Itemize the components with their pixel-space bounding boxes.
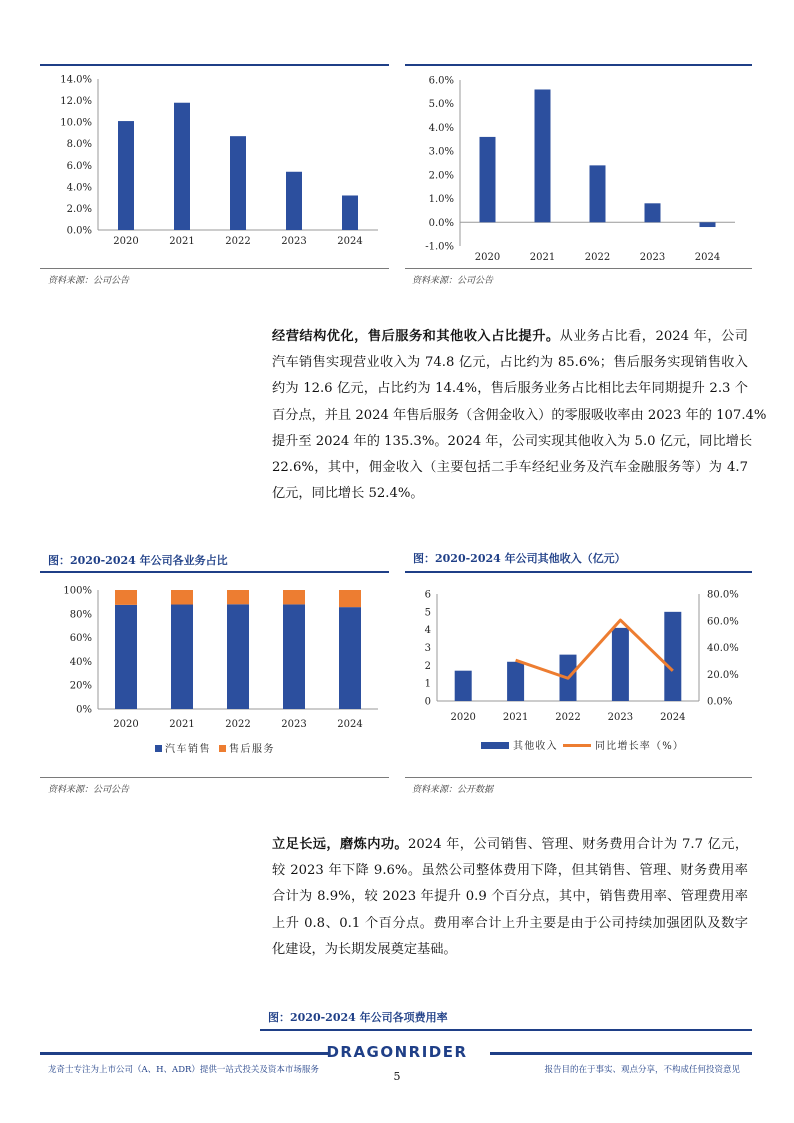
chart2-xtick-label: 2023 [639, 252, 666, 263]
chart3-legend-label-car-sales: 汽车销售 [165, 744, 211, 755]
para1-bold-lead: 经营结构优化，售后服务和其他收入占比提升。 [272, 329, 560, 344]
chart1-ytick-label: 10.0% [60, 117, 92, 129]
chart2-bar [535, 89, 551, 222]
chart4-xtick-label: 2024 [660, 712, 686, 723]
para2-bold-lead: 立足长远，磨炼内功。 [272, 837, 409, 852]
chart4-ytick-left-label: 2 [424, 660, 431, 672]
chart1-xtick-label: 2023 [281, 236, 307, 247]
chart4-top-rule [405, 571, 752, 573]
chart1-ytick-label: 4.0% [66, 182, 92, 194]
para1-line-6: 22.6%，其中，佣金收入（主要包括二手车经纪业务及汽车金融服务等）为 4.7 [272, 460, 748, 476]
chart1-xtick-label: 2022 [225, 236, 251, 247]
chart3-xtick-label: 2024 [337, 719, 363, 730]
chart2-ytick-label: 0.0% [428, 217, 454, 229]
paragraph-business-structure [272, 324, 767, 507]
chart3-ytick-label: 80% [69, 609, 92, 621]
chart2-xtick-label: 2022 [584, 252, 611, 263]
chart4-ytick-left-label: 4 [424, 625, 431, 637]
chart2-xtick-label: 2021 [529, 252, 556, 263]
chart3-xtick-label: 2020 [113, 719, 139, 730]
chart3-bar-after-sales [283, 590, 305, 604]
chart1-xtick-label: 2020 [113, 236, 139, 247]
chart2-bar [645, 203, 661, 222]
chart3-source: 资料来源：公司公告 [48, 785, 130, 795]
paragraph-expenses [272, 832, 748, 963]
chart4-ytick-right-label: 60.0% [707, 616, 739, 628]
chart2-bar [590, 165, 606, 222]
para2-line-5: 化建设，为长期发展奠定基础。 [272, 941, 457, 957]
para1-line-5: 提升至 2024 年的 135.3%。2024 年，公司实现其他收入为 5.0 亿元，同比增长 [272, 433, 753, 449]
chart1-ytick-label: 8.0% [66, 139, 92, 151]
chart2-xtick-label: 2020 [474, 252, 501, 263]
chart3-xtick-label: 2022 [225, 719, 251, 730]
chart3-top-rule [40, 571, 389, 573]
chart1-ytick-label: 2.0% [66, 203, 92, 215]
chart4-bar-other-income [664, 612, 681, 701]
chart2-source: 资料来源：公司公告 [412, 276, 494, 286]
chart3-ytick-label: 100% [63, 585, 92, 597]
para1-line-1: 经营结构优化，售后服务和其他收入占比提升。从业务占比看，2024 年，公司 [272, 329, 748, 344]
footer-left-text: 龙奇士专注为上市公司（A、H、ADR）提供一站式投关及资本市场服务 [48, 1065, 319, 1075]
para2-line-2: 较 2023 年下降 9.6%。虽然公司整体费用下降，但其销售、管理、财务费用率 [272, 863, 748, 879]
chart4-bar-other-income [455, 671, 472, 701]
chart2-svg [405, 66, 752, 266]
chart4-ytick-left-label: 6 [424, 589, 431, 601]
chart1-bar [230, 136, 246, 230]
chart3-bar-car-sales [227, 604, 249, 709]
chart4-ytick-left-label: 5 [424, 607, 431, 619]
chart3-bar-after-sales [227, 590, 249, 604]
chart1-bar [286, 172, 302, 230]
chart2-ytick-label: 3.0% [428, 146, 454, 158]
chart3-plot [63, 586, 378, 756]
chart4-bottom-rule [405, 777, 752, 778]
chart2-ytick-label: 2.0% [428, 170, 454, 182]
chart2-bar [700, 222, 716, 227]
para1-line-7: 亿元，同比增长 52.4%。 [272, 486, 424, 502]
chart1-bar [174, 103, 190, 230]
chart4-ytick-left-label: 0 [424, 696, 431, 708]
chart3-ytick-label: 0% [76, 704, 92, 716]
chart3-legend-label-after-sales: 售后服务 [229, 744, 275, 755]
para2-line-1: 立足长远，磨炼内功。2024 年，公司销售、管理、财务费用合计为 7.7 亿元， [272, 837, 749, 852]
chart1-ytick-label: 0.0% [66, 225, 92, 237]
chart4-caption: 图：2020-2024 年公司其他收入（亿元） [413, 552, 626, 565]
chart3-ytick-label: 60% [69, 633, 92, 645]
chart3-svg [40, 574, 389, 774]
chart3-bar-car-sales [171, 605, 193, 709]
chart4-plot [425, 590, 739, 753]
chart1-xtick-label: 2024 [337, 236, 363, 247]
chart4-ytick-left-label: 1 [424, 678, 431, 690]
chart1-bottom-rule [40, 268, 389, 269]
chart2-ytick-label: 4.0% [428, 122, 454, 134]
chart3-legend-swatch-car-sales [155, 745, 162, 752]
chart4-line-yoy-growth [516, 620, 673, 678]
para1-line-4: 百分点，并且 2024 年售后服务（含佣金收入）的零服吸收率由 2023 年的 107.4% [272, 407, 767, 423]
chart4-bar-other-income [507, 662, 524, 701]
chart3-bar-after-sales [115, 590, 137, 605]
footer-brand-logo: DRAGONRIDER [326, 1043, 468, 1061]
chart4-xtick-label: 2022 [555, 712, 581, 723]
chart2-ytick-label: 6.0% [428, 75, 454, 87]
chart4-svg [405, 574, 752, 774]
chart2-ytick-label: -1.0% [425, 241, 454, 253]
chart1-bar [342, 195, 358, 230]
chart3-bottom-rule [40, 777, 389, 778]
chart4-xtick-label: 2020 [450, 712, 476, 723]
chart2-bar [480, 137, 496, 222]
chart3-bar-after-sales [171, 590, 193, 605]
chart3-ytick-label: 20% [69, 680, 92, 692]
para1-line-3: 约为 12.6 亿元，占比约为 14.4%，售后服务业务占比相比去年同期提升 2.3 个 [272, 381, 748, 397]
page-number: 5 [393, 1070, 401, 1083]
chart4-legend-swatch-other-income [481, 742, 509, 749]
para2-line-3: 合计为 8.9%，较 2023 年提升 0.9 个百分点，其中，销售费用率、管理费用率 [272, 889, 748, 905]
chart4-ytick-left-label: 3 [424, 643, 431, 654]
chart4-legend-label-other-income: 其他收入 [513, 741, 558, 752]
footer-right-text: 报告目的在于事实、观点分享，不构成任何投资意见 [544, 1065, 740, 1075]
chart1-ytick-label: 12.0% [60, 96, 92, 108]
chart3-bar-after-sales [339, 590, 361, 607]
chart1-source: 资料来源：公司公告 [48, 276, 130, 286]
chart5-caption: 图：2020-2024 年公司各项费用率 [268, 1011, 448, 1024]
chart1-xtick-label: 2021 [169, 236, 195, 247]
chart4-source: 资料来源：公开数据 [412, 785, 494, 795]
chart3-ytick-label: 40% [69, 656, 92, 668]
chart4-ytick-right-label: 0.0% [707, 696, 733, 708]
chart2-ytick-label: 5.0% [428, 99, 454, 111]
chart1-ytick-label: 14.0% [60, 74, 92, 86]
chart1-ytick-label: 6.0% [66, 160, 92, 172]
chart4-xtick-label: 2021 [502, 712, 529, 723]
chart4-ytick-right-label: 40.0% [707, 643, 739, 654]
chart2-bottom-rule [405, 268, 752, 269]
chart1-svg [40, 66, 389, 266]
chart3-legend-swatch-after-sales [219, 745, 226, 752]
para2-line-4: 上升 0.8、0.1 个百分点。费用率合计上升主要是由于公司持续加强团队及数字 [272, 915, 748, 931]
chart1-plot [60, 75, 378, 248]
chart4-legend-label-yoy-growth: 同比增长率（%） [595, 741, 685, 752]
chart5-top-rule [260, 1029, 752, 1031]
chart3-caption: 图：2020-2024 年公司各业务占比 [48, 554, 228, 567]
chart3-xtick-label: 2021 [169, 719, 195, 730]
chart3-bar-car-sales [115, 605, 137, 709]
para1-line-2: 汽车销售实现营业收入为 74.8 亿元，占比约为 85.6%；售后服务实现销售收入 [272, 355, 748, 371]
chart2-ytick-label: 1.0% [428, 194, 454, 206]
chart2-xtick-label: 2024 [694, 252, 721, 263]
chart2-plot [425, 76, 735, 264]
chart3-xtick-label: 2023 [281, 719, 307, 730]
chart3-bar-car-sales [283, 604, 305, 709]
chart1-bar [118, 121, 134, 230]
chart4-bar-other-income [612, 628, 629, 701]
chart3-bar-car-sales [339, 607, 361, 709]
chart4-xtick-label: 2023 [607, 712, 634, 723]
chart4-ytick-right-label: 20.0% [707, 669, 739, 681]
chart4-ytick-right-label: 80.0% [707, 589, 739, 601]
